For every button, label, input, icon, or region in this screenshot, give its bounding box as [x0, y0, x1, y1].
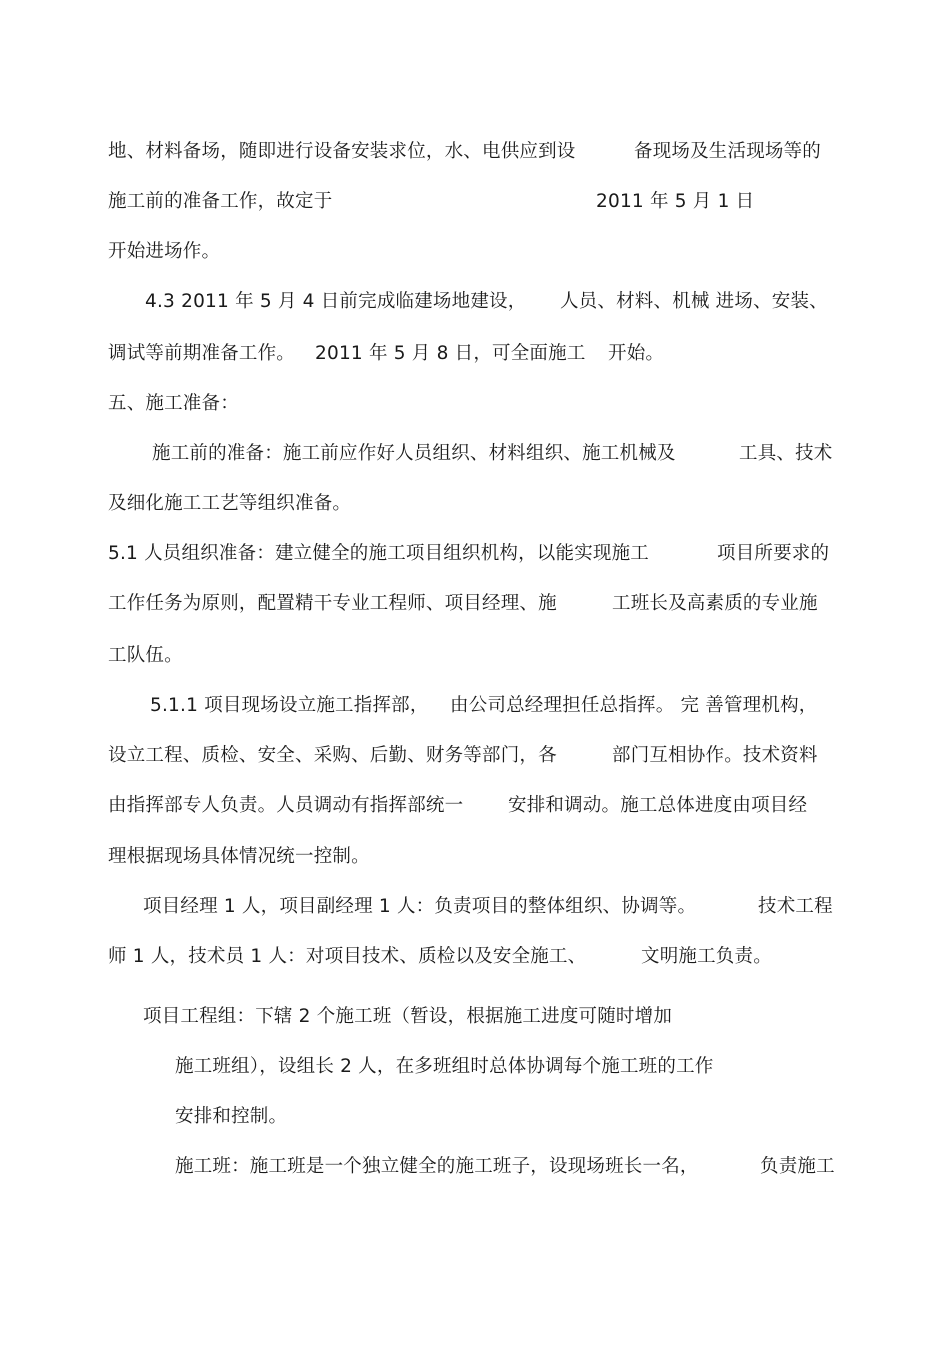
text-segment: 5.1 人员组织准备：建立健全的施工项目组织机构，以能实现施工 — [108, 543, 650, 564]
text-segment: 2011 年 5 月 8 日，可全面施工 — [315, 343, 586, 364]
text-segment: 5.1.1 项目现场设立施工指挥部， — [150, 695, 429, 716]
text-segment: 安排和调动。施工总体进度由项目经 — [508, 795, 808, 816]
text-segment: 五、施工准备： — [108, 393, 239, 414]
text-segment: 由指挥部专人负责。人员调动有指挥部统一 — [108, 795, 464, 816]
text-segment: 部门互相协作。技术资料 — [612, 745, 818, 766]
text-segment: 技术工程 — [758, 896, 833, 917]
text-segment: 设立工程、质检、安全、采购、后勤、财务等部门，各 — [108, 745, 557, 766]
text-segment: 地、材料备场，随即进行设备安装求位，水、电供应到设 — [108, 141, 576, 162]
text-segment: 施工班组），设组长 2 人，在多班组时总体协调每个施工班的工作 — [175, 1056, 714, 1077]
text-segment: 由公司总经理担任总指挥。 完 善管理机构， — [450, 695, 818, 716]
text-segment: 文明施工负责。 — [641, 946, 772, 967]
text-segment: 安排和控制。 — [175, 1106, 288, 1127]
text-segment: 4.3 2011 年 5 月 4 日前完成临建场地建设， — [145, 291, 527, 312]
text-segment: 备现场及生活现场等的 — [634, 141, 822, 162]
text-segment: 工具、技术 — [739, 443, 833, 464]
text-segment: 师 1 人，技术员 1 人：对项目技术、质检以及安全施工、 — [108, 946, 587, 967]
text-segment: 施工前的准备工作，故定于 — [108, 191, 333, 212]
text-segment: 人员、材料、机械 进场、安装、 — [560, 291, 828, 312]
text-segment: 开始。 — [608, 343, 665, 364]
text-segment: 开始进场作。 — [108, 241, 221, 262]
text-segment: 调试等前期准备工作。 — [108, 343, 296, 364]
text-segment: 工作任务为原则，配置精干专业工程师、项目经理、施 — [108, 593, 557, 614]
text-segment: 项目工程组：下辖 2 个施工班（暂设，根据施工进度可随时增加 — [143, 1006, 673, 1027]
text-segment: 施工班：施工班是一个独立健全的施工班子，设现场班长一名， — [175, 1156, 699, 1177]
text-segment: 施工前的准备：施工前应作好人员组织、材料组织、施工机械及 — [152, 443, 676, 464]
text-segment: 理根据现场具体情况统一控制。 — [108, 846, 370, 867]
text-segment: 工班长及高素质的专业施 — [612, 593, 818, 614]
text-segment: 负责施工 — [760, 1156, 835, 1177]
text-segment: 项目所要求的 — [717, 543, 830, 564]
text-segment: 及细化施工工艺等组织准备。 — [108, 493, 352, 514]
text-segment: 项目经理 1 人，项目副经理 1 人：负责项目的整体组织、协调等。 — [143, 896, 697, 917]
text-segment: 工队伍。 — [108, 645, 183, 666]
text-segment: 2011 年 5 月 1 日 — [596, 191, 755, 212]
